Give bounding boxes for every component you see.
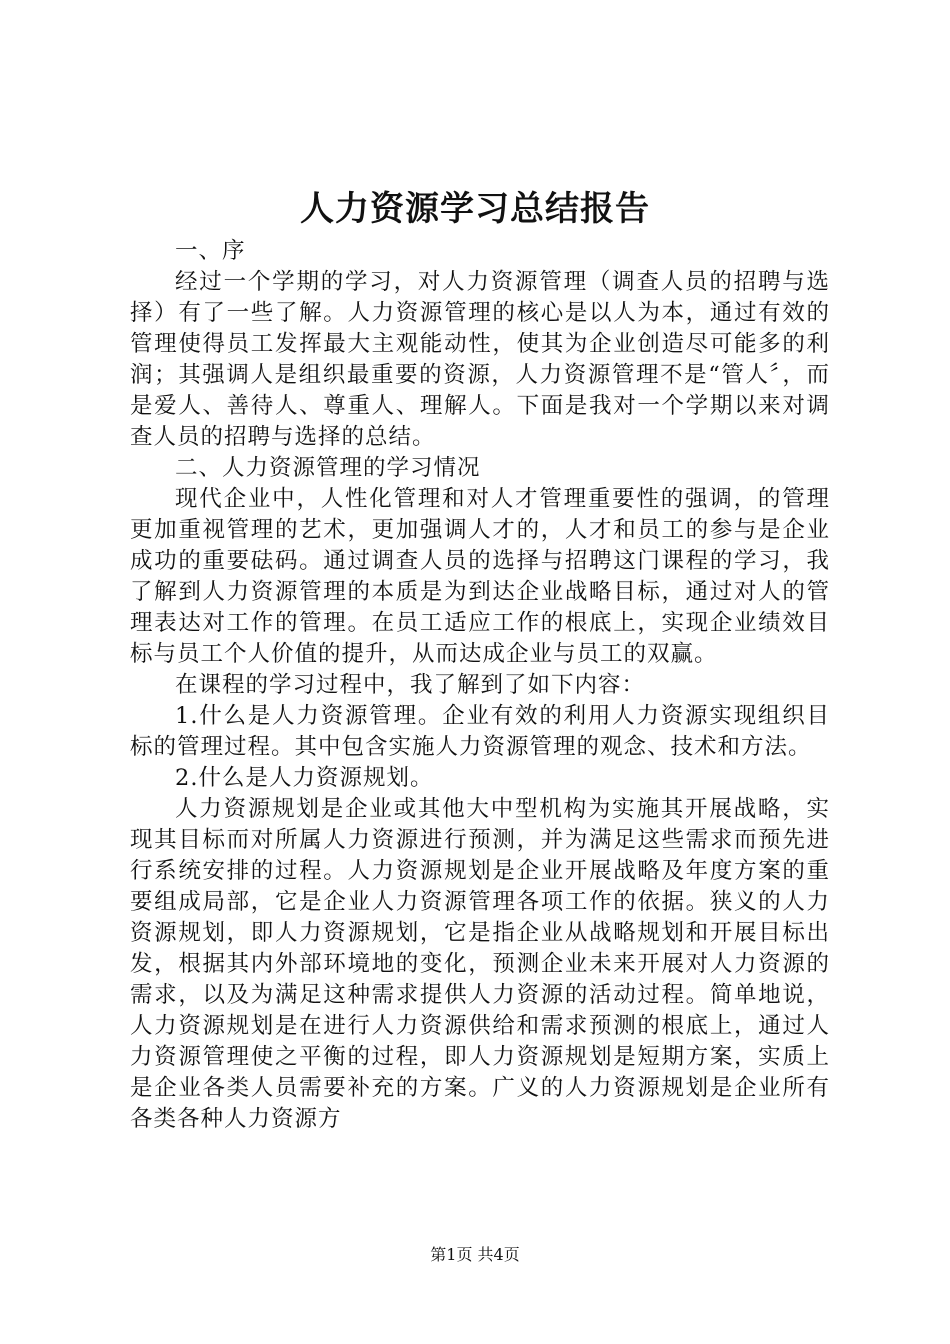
list-item-hr-planning: 2.什么是人力资源规划。	[175, 765, 434, 791]
page-footer: 第1页 共4页	[430, 1245, 520, 1264]
paragraph-hr-planning-detail: 人力资源规划是企业或其他大中型机构为实施其开展战略，实现其目标而对所属人力资源进行预测，并为满足这些需求而预先进行系统安排的过程。人力资源规划是企业开展战略及年度方案的重要组成局部，它是企业人力资源管理各项工作的依据。狭义的人力资源规划，即人力资源规划，它是指企业从战略规划和开展目标出发，根据其内外部环境地的变化，预测企业未来开展对人力资源的需求，以及为满足这种需求提供人力资源的活动过程。简单地说，人力资源规划是在进行人力资源供给和需求预测的根底上，通过人力资源管理使之平衡的过程，即人力资源规划是短期方案，实质上是企业各类人员需要补充的方案。广义的人力资源规划是企业所有各类各种人力资源方	[130, 796, 830, 1132]
document-body	[130, 236, 830, 1135]
document-title: 人力资源学习总结报告	[300, 189, 650, 229]
paragraph-modern-enterprise: 现代企业中，人性化管理和对人才管理重要性的强调，的管理更加重视管理的艺术，更加强调人才的，人才和员工的参与是企业成功的重要砝码。通过调查人员的选择与招聘这门课程的学习，我了解到人力资源管理的本质是为到达企业战略目标，通过对人的管理表达对工作的管理。在员工适应工作的根底上，实现企业绩效目标与员工个人价值的提升，从而达成企业与员工的双赢。	[130, 486, 830, 667]
section-heading-preface: 一、序	[175, 238, 246, 264]
list-item-hr-management: 1.什么是人力资源管理。企业有效的利用人力资源实现组织目标的管理过程。其中包含实施人力资源管理的观念、技术和方法。	[130, 703, 830, 760]
section-heading-learning: 二、人力资源管理的学习情况	[175, 455, 481, 481]
paragraph-intro: 经过一个学期的学习，对人力资源管理（调查人员的招聘与选择）有了一些了解。人力资源管理的核心是以人为本，通过有效的管理使得员工发挥最大主观能动性，使其为企业创造尽可能多的利润；其强调人是组织最重要的资源，人力资源管理不是“管人〞，而是爱人、善待人、尊重人、理解人。下面是我对一个学期以来对调查人员的招聘与选择的总结。	[130, 269, 830, 450]
paragraph-content-intro: 在课程的学习过程中，我了解到了如下内容：	[175, 672, 646, 698]
